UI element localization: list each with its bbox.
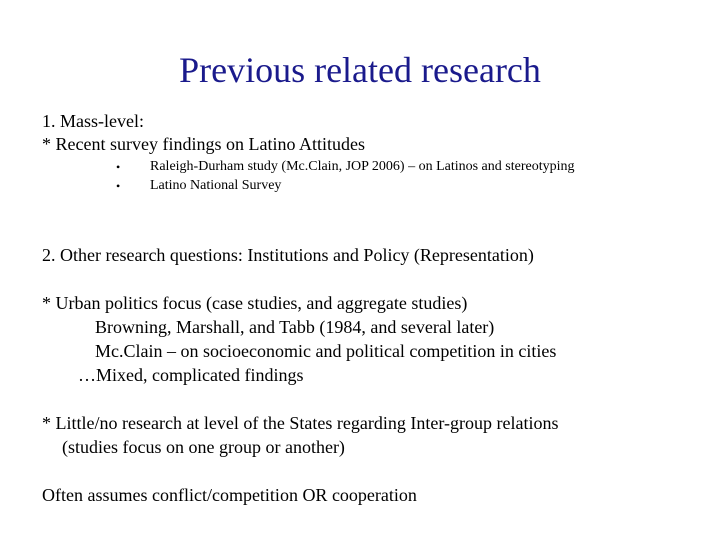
bullet-marker: •	[116, 160, 121, 174]
states-research-heading: * Little/no research at level of the States regarding Inter-group relations	[42, 413, 559, 433]
section-2-heading: 2. Other research questions: Institutions and Policy (Representation)	[42, 245, 534, 265]
closing-statement: Often assumes conflict/competition OR cooperation	[42, 485, 417, 505]
urban-politics-heading: * Urban politics focus (case studies, and aggregate studies)	[42, 293, 468, 313]
urban-politics-note: …Mixed, complicated findings	[78, 365, 304, 385]
states-research-note: (studies focus on one group or another)	[62, 437, 345, 457]
section-1-subheading: * Recent survey findings on Latino Attitudes	[42, 134, 365, 154]
section-1-heading: 1. Mass-level:	[42, 111, 144, 131]
bullet-item: Raleigh-Durham study (Mc.Clain, JOP 2006) – on Latinos and stereotyping	[150, 159, 575, 174]
bullet-marker: •	[116, 179, 121, 193]
urban-politics-item: Browning, Marshall, and Tabb (1984, and several later)	[95, 317, 495, 337]
urban-politics-item: Mc.Clain – on socioeconomic and political competition in cities	[95, 341, 557, 361]
bullet-item: Latino National Survey	[150, 178, 282, 193]
slide-title: Previous related research	[179, 50, 541, 90]
